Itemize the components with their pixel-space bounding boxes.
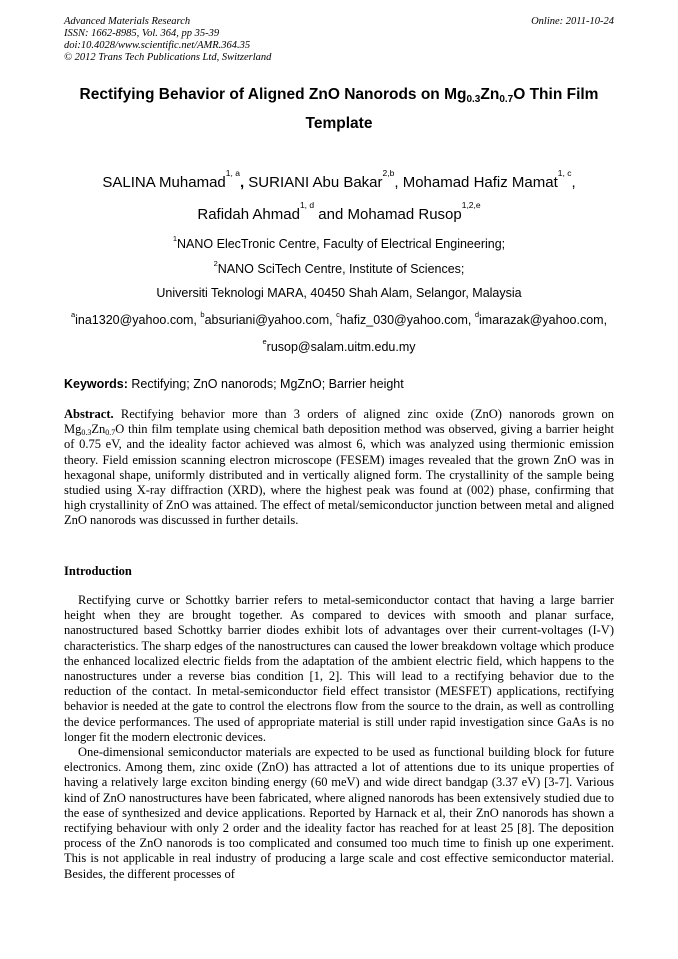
authors-line-1 (20, 168, 658, 191)
author-2-sup: 2,b (382, 168, 395, 178)
email-line-1 (20, 310, 658, 327)
title-line-2: Template (305, 115, 373, 132)
author-4-sup: 1, d (299, 200, 315, 210)
title-sub-2: 0.7 (499, 94, 514, 105)
journal-name: Advanced Materials Research (64, 16, 191, 27)
email-a: ina1320@yahoo.com, (75, 313, 197, 327)
author-3: , Mohamad Hafiz Mamat (394, 174, 558, 191)
abstract-text-3: O thin film template using chemical bath deposition method was observed, giving a barrier height of 0.75 eV, and the ideality factor achieved was almost 6, which was analyzed using thermionic emission theory. Field emission scanning electron microscope (FESEM) images revealed that the grown ZnO was in hexagonal shape, uniformly distributed and in vertically aligned form. The crystallinity of the sample being studied using X-ray diffraction (XRD), where the highest peak was found at (002) phase, confirming that high crystallinity of ZnO was attained. The effect of metal/semiconductor junction between metal and aligned ZnO nanorods was discussed in further details. (64, 422, 614, 528)
keywords-label: Keywords: (64, 377, 128, 391)
abstract-label: Abstract. (64, 407, 114, 421)
email-b-sup: b (200, 310, 205, 319)
title-sub-1: 0.3 (466, 94, 481, 105)
email-a-sup: a (70, 310, 76, 319)
author-2: SURIANI Abu Bakar (244, 174, 383, 191)
introduction-heading: Introduction (64, 564, 132, 578)
author-5: and Mohamad Rusop (314, 206, 462, 223)
email-e-sup: e (262, 337, 267, 346)
copyright: © 2012 Trans Tech Publications Ltd, Switzerland (64, 52, 272, 63)
title-part-2: Zn (480, 86, 500, 103)
doi: doi:10.4028/www.scientific.net/AMR.364.35 (64, 40, 251, 51)
keywords-text: Rectifying; ZnO nanorods; MgZnO; Barrier height (127, 377, 404, 391)
abstract (64, 407, 614, 529)
affiliation-3: Universiti Teknologi MARA, 40450 Shah Alam, Selangor, Malaysia (156, 286, 522, 300)
title-part-3: O Thin Film (513, 86, 599, 103)
author-3-sup: 1, c (557, 168, 572, 178)
affiliation-1-text: NANO ElecTronic Centre, Faculty of Electrical Engineering; (177, 237, 506, 251)
introduction-body (64, 593, 614, 882)
email-line-2 (20, 337, 658, 354)
author-4: Rafidah Ahmad (197, 206, 300, 223)
email-b: absuriani@yahoo.com, (204, 313, 333, 327)
title-part-1: Rectifying Behavior of Aligned ZnO Nanorods on Mg (79, 86, 467, 103)
abstract-sub-2: 0.7 (105, 428, 116, 438)
affiliation-1-sup: 1 (172, 234, 178, 243)
journal-header (64, 16, 271, 64)
author-1-sup: 1, a (225, 168, 240, 178)
online-date: Online: 2011-10-24 (531, 16, 614, 27)
affiliation-2-sup: 2 (213, 259, 218, 268)
email-e: rusop@salam.uitm.edu.my (266, 340, 416, 354)
email-d: imarazak@yahoo.com, (479, 313, 608, 327)
email-d-sup: d (474, 310, 480, 319)
paper-title (40, 80, 638, 138)
author-1: SALINA Muhamad (102, 174, 226, 191)
affiliation-2-text: NANO SciTech Centre, Institute of Sciences; (217, 262, 465, 276)
email-c: hafiz_030@yahoo.com, (339, 313, 472, 327)
issn: ISSN: 1662-8985, Vol. 364, pp 35-39 (64, 28, 220, 39)
title-line-1 (40, 80, 638, 109)
keywords (64, 377, 404, 391)
affiliation-2 (20, 259, 658, 276)
intro-paragraph-1: Rectifying curve or Schottky barrier refers to metal-semiconductor contact that having a large barrier height when they are brought together. As compared to devices with smooth and planar surface, nanostructured based Schottky barrier diodes exhibit lots of advantages over their current-voltages (I-V) characteristics. The sharp edges of the nanostructures can caused the lower breakdown voltage which produce the enhanced localized electric fields from the adaptation of the ambient electric field, which happens to the nanostructures under a reverse bias condition [1, 2]. This will lead to a rectifying behavior due to the reduction of the contact. In metal-semiconductor field effect transistor (MESFET) applications, rectifying behavior is needed at the gate to control the electrons flow from the source to the drain, as well as controlling the device performances. The used of appropriate material is still under rapid investigation since GaAs is no longer fit the modern electronic devices. (64, 593, 614, 744)
author-sep-1: , (239, 174, 245, 191)
authors-line-2 (20, 200, 658, 223)
author-sep-3: , (571, 174, 576, 191)
abstract-text-1: Rectifying behavior more than 3 orders of aligned zinc oxide (ZnO) nanorods grown on Mg (64, 407, 614, 437)
email-c-sup: c (336, 310, 340, 319)
intro-paragraph-2: One-dimensional semiconductor materials are expected to be used as functional building block for future electronics. Among them, zinc oxide (ZnO) has attracted a lot of attentions due to its unique properties of having a relatively large exciton binding energy (60 meV) and wide direct bandgap (3.37 eV) [3-7]. Various kind of ZnO nanostructures have been fabricated, where aligned nanorods has been extensively studied due to the ease of synthesized and device applications. Reported by Harnack et al, their ZnO nanorods has shown a rectifying behaviour with only 2 order and the ideality factor has reached for at least 25 [8]. The deposition process of the ZnO nanorods is too complicated and consumed too much time to finish up one experiment. This is not applicable in real industry of producing a large scale and cost effective semiconductor material. Besides, the different processes of (64, 745, 614, 881)
author-5-sup: 1,2,e (461, 200, 481, 210)
affiliation-1 (20, 234, 658, 251)
abstract-sub-1: 0.3 (81, 428, 92, 438)
abstract-text-2: Zn (91, 422, 106, 437)
